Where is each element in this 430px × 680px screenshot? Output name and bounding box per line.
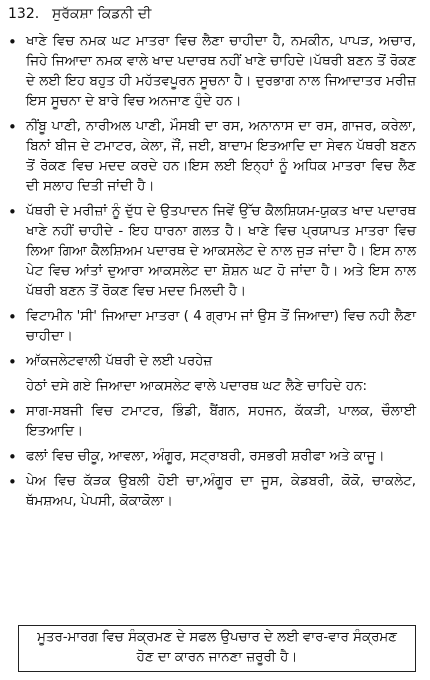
bullet-icon: • (8, 203, 17, 221)
bullet-icon: • (8, 308, 17, 326)
list-item (8, 117, 416, 197)
page-number: 132. (8, 6, 40, 22)
list-item (8, 202, 416, 302)
list-item (8, 307, 416, 347)
list-item (8, 32, 416, 112)
list-item-text: ਸਾਗ-ਸਬਜੀ ਵਿਚ ਟਮਾਟਰ, ਭਿੰਡੀ, ਬੈਂਗਨ, ਸਹਜਨ, ਕੱਕੜੀ, ਪਾਲਕ, ਚੌਲਾਈ ਇਤਆਦਿ। (26, 404, 416, 439)
list-item-text: ਖਾਣੇ ਵਿਚ ਨਮਕ ਘਟ ਮਾਤਰਾ ਵਿਚ ਲੈਣਾ ਚਾਹੀਦਾ ਹੈ, ਨਮਕੀਨ, ਪਾਪੜ, ਅਚਾਰ, ਜਿਹੇ ਜਿਆਦਾ ਨਮਕ ਵਾਲੇ ਖਾਦ ਪਦਾਰਥ ਨਹੀਂ ਖਾਣੇ ਚਾਹਿਦੇ।ਪੱਥਰੀ ਬਣਨ ਤੋਂ ਰੋਕਣ ਦੇ ਲਈ ਇਹ ਬਹੁਤ ਹੀ ਮਹੱਤਵਪੂਰਨ ਸੂਚਨਾ ਹੈ। ਦੁਰਭਾਗ ਨਾਲ ਜਿਆਦਾਤਰ ਮਰੀਜ਼ ਇਸ ਸੂਚਨਾ ਦੇ ਬਾਰੇ ਵਿਚ ਅਨਜਾਣ ਹੁੰਦੇ ਹਨ। (26, 34, 416, 109)
bullet-icon: • (8, 473, 17, 491)
oxalate-intro-text: ਹੇਠਾਂ ਦਸੇ ਗਏ ਜਿਆਦਾ ਆਕਸਲੇਟ ਵਾਲੇ ਪਦਾਰਥ ਘਟ ਲੈਣੇ ਚਾਹਿਦੇ ਹਨ: (26, 379, 368, 394)
bullet-icon: • (8, 33, 17, 51)
list-item-text: ਪੇਅ ਵਿਚ ਕੱੜਕ ਉਬਲੀ ਹੋਈ ਚਾ,ਅੰਗੂਰ ਦਾ ਜੂਸ, ਕੇਡਬਰੀ, ਕੋਕੋ, ਚਾਕਲੇਟ, ਥੱਮਸ਼ਅਪ, ਪੇਪਸੀ, ਕੋਕਾਕੋਲਾ। (26, 474, 416, 509)
list-item-text: ਆੱਕਜਲੇਟਵਾਲੀ ਪੱਥਰੀ ਦੇ ਲਈ ਪਰਹੇਜ਼ (26, 354, 213, 369)
page-header (8, 4, 416, 26)
bullet-icon: • (8, 118, 17, 136)
list-item-text: ਵਿਟਾਮੀਨ 'ਸੀ' ਜਿਆਦਾ ਮਾਤਰਾ ( 4 ਗ੍ਰਾਮ ਜਾਂ ਉਸ ਤੋਂ ਜਿਆਦਾ) ਵਿਚ ਨਹੀ ਲੈਣਾ ਚਾਹੀਦਾ। (26, 309, 416, 344)
list-item (8, 447, 416, 467)
bullet-icon: • (8, 448, 17, 466)
food-list (8, 402, 416, 512)
list-item (8, 402, 416, 442)
bullet-icon: • (8, 403, 17, 421)
list-item-text: ਪੱਥਰੀ ਦੇ ਮਰੀਜ਼ਾਂ ਨੂੰ ਦੁੱਧ ਦੇ ਉਤਪਾਦਨ ਜਿਵੇਂ ਉੱਚ ਕੈਲਸ਼ਿਯਮ-ਯੁਕਤ ਖਾਦ ਪਦਾਰਥ ਖਾਣੇ ਨਹੀਂ ਚਾਹੀਦੇ - ਇਹ ਧਾਰਨਾ ਗਲਤ ਹੈ। ਖਾਣੇ ਵਿਚ ਪ੍ਰਯਾਪਤ ਮਾਤਰਾ ਵਿਚ ਲਿਆ ਗਿਆ ਕੈਲਸ਼ਿਅਮ ਪਦਾਰਥ ਦੇ ਆਕਸਲੇਟ ਦੇ ਨਾਲ ਜੁੜ ਜਾਂਦਾ ਹੈ। ਇਸ ਨਾਲ ਪੇਟ ਵਿਚ ਆਂਤਾਂ ਦੁਆਰਾ ਆਕਸਲੇਟ ਦਾ ਸ਼ੋਸ਼ਨ ਘਟ ਹੋ ਜਾਂਦਾ ਹੈ। ਅਤੇ ਇਸ ਨਾਲ ਪੱਥਰੀ ਬਣਨ ਤੋਂ ਰੋਕਣ ਵਿਚ ਮਦਦ ਮਿਲਦੀ ਹੈ। (26, 204, 416, 299)
book-title: ਸੁਰੱਕਸ਼ਾ ਕਿਡਨੀ ਦੀ (52, 6, 152, 22)
notice-box (18, 625, 416, 672)
advice-list (8, 32, 416, 372)
list-item-text: ਫਲਾਂ ਵਿਚ ਚੀਕੂ, ਆਵਲਾ, ਅੰਗੂਰ, ਸਟ੍ਰਾਬਰੀ, ਰਸਭਰੀ ਸ਼ਰੀਫਾ ਅਤੇ ਕਾਜੂ। (26, 449, 385, 464)
bullet-icon: • (8, 353, 17, 371)
list-item (8, 352, 416, 372)
list-item-text: ਨੀਂਬੂ ਪਾਣੀ, ਨਾਰੀਅਲ ਪਾਣੀ, ਮੌਸਬੀ ਦਾ ਰਸ, ਅਨਾਨਾਸ ਦਾ ਰਸ, ਗਾਜਰ, ਕਰੇਲਾ, ਬਿਨਾਂ ਬੀਜ ਦੇ ਟਮਾਟਰ, ਕੇਲਾ, ਜੌਂ, ਜਈ, ਬਾਦਾਮ ਇਤਆਦਿ ਦਾ ਸੇਵਨ ਪੱਥਰੀ ਬਣਨ ਤੋਂ ਰੋਕਣ ਵਿਚ ਮਦਦ ਕਰਦੇ ਹਨ।ਇਸ ਲਈ ਇਨ੍ਹਾਂ ਨੂੰ ਅਧਿਕ ਮਾਤਰਾ ਵਿਚ ਲੈਣ ਦੀ ਸਲਾਹ ਦਿਤੀ ਜਾਂਦੀ ਹੈ। (26, 119, 416, 194)
list-item (8, 472, 416, 512)
notice-text: ਮੂਤਰ-ਮਾਰਗ ਵਿਚ ਸੰਕ੍ਰਮਣ ਦੇ ਸਫਲ ਉਪਚਾਰ ਦੇ ਲਈ ਵਾਰ-ਵਾਰ ਸੰਕ੍ਰਮਣ ਹੋਣ ਦਾ ਕਾਰਨ ਜਾਨਣਾ ਜ਼ਰੂਰੀ ਹੈ। (37, 630, 397, 665)
